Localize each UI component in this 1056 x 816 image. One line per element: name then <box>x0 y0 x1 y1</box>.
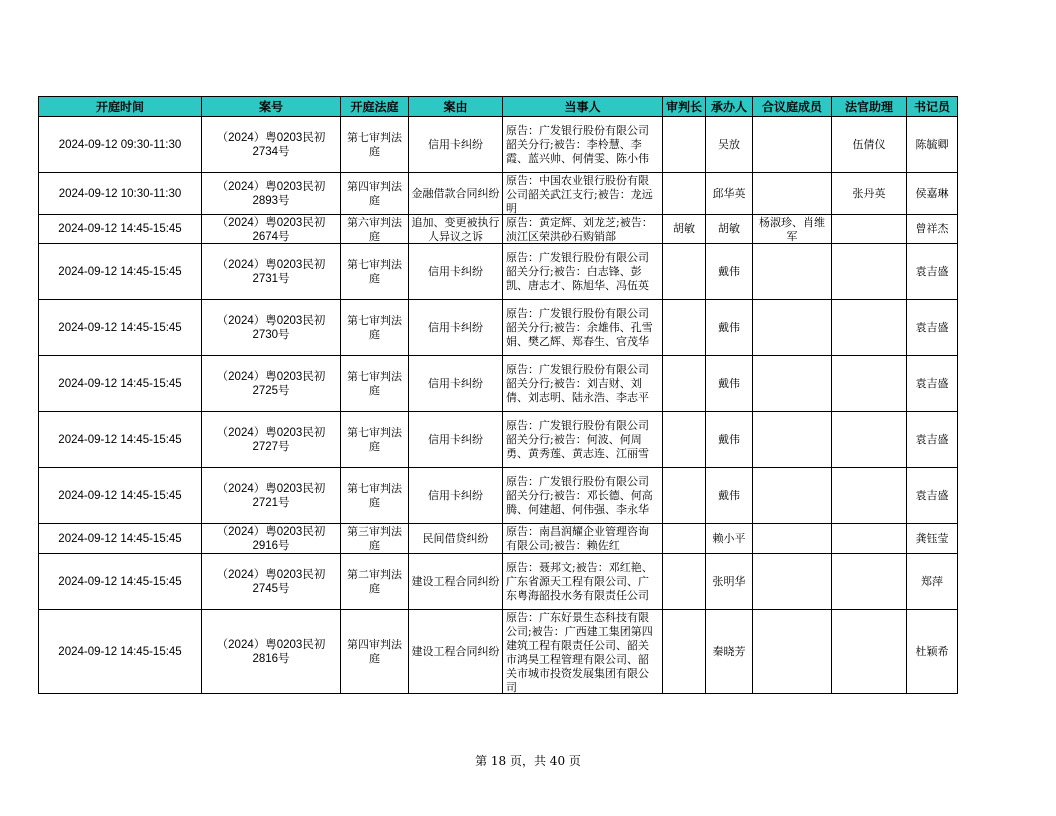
courtroom-cell: 第三审判法庭 <box>341 524 409 554</box>
parties-cell: 原告：黄定辉、刘龙芝;被告：浈江区荣洪砂石购销部 <box>503 215 663 244</box>
handler-cell: 胡敏 <box>706 215 753 244</box>
hearing-time-cell: 2024-09-12 10:30-11:30 <box>39 173 202 215</box>
clerk-cell: 郑萍 <box>907 554 958 610</box>
handler-cell: 吴放 <box>706 117 753 173</box>
panel-members-cell: 杨淑珍、肖维军 <box>753 215 832 244</box>
courtroom-cell: 第四审判法庭 <box>341 610 409 694</box>
clerk-cell: 袁吉盛 <box>907 300 958 356</box>
col-header-presiding-judge: 审判长 <box>663 97 706 117</box>
presiding-judge-cell <box>663 356 706 412</box>
page-footer: 第 18 页，共 40 页 <box>475 754 581 768</box>
table-row <box>39 117 958 173</box>
handler-cell: 赖小平 <box>706 524 753 554</box>
col-header-courtroom: 开庭法庭 <box>341 97 409 117</box>
cause-cell: 信用卡纠纷 <box>409 244 503 300</box>
panel-members-cell <box>753 117 832 173</box>
judge-assistant-cell <box>832 244 907 300</box>
table-row <box>39 554 958 610</box>
col-header-judge-assistant: 法官助理 <box>832 97 907 117</box>
hearing-time-cell: 2024-09-12 14:45-15:45 <box>39 524 202 554</box>
hearing-time-cell: 2024-09-12 14:45-15:45 <box>39 554 202 610</box>
cause-cell: 民间借贷纠纷 <box>409 524 503 554</box>
presiding-judge-cell <box>663 300 706 356</box>
handler-cell: 戴伟 <box>706 244 753 300</box>
clerk-cell: 杜颖希 <box>907 610 958 694</box>
handler-cell: 邱华英 <box>706 173 753 215</box>
courtroom-cell: 第七审判法庭 <box>341 244 409 300</box>
presiding-judge-cell <box>663 524 706 554</box>
hearing-time-cell: 2024-09-12 14:45-15:45 <box>39 468 202 524</box>
panel-members-cell <box>753 244 832 300</box>
cause-cell: 金融借款合同纠纷 <box>409 173 503 215</box>
judge-assistant-cell: 伍倩仪 <box>832 117 907 173</box>
cause-cell: 信用卡纠纷 <box>409 412 503 468</box>
judge-assistant-cell <box>832 554 907 610</box>
judge-assistant-cell <box>832 524 907 554</box>
case-number-cell: （2024）粤0203民初2916号 <box>202 524 341 554</box>
case-number-cell: （2024）粤0203民初2721号 <box>202 468 341 524</box>
handler-cell: 秦晓芳 <box>706 610 753 694</box>
col-header-case-number: 案号 <box>202 97 341 117</box>
panel-members-cell <box>753 554 832 610</box>
case-number-cell: （2024）粤0203民初2893号 <box>202 173 341 215</box>
panel-members-cell <box>753 300 832 356</box>
clerk-cell: 袁吉盛 <box>907 244 958 300</box>
parties-cell: 原告：广发银行股份有限公司韶关分行;被告：白志锋、彭凯、唐志才、陈旭华、冯伍英 <box>503 244 663 300</box>
table-row <box>39 244 958 300</box>
clerk-cell: 袁吉盛 <box>907 356 958 412</box>
presiding-judge-cell <box>663 610 706 694</box>
cause-cell: 建设工程合同纠纷 <box>409 610 503 694</box>
presiding-judge-cell <box>663 173 706 215</box>
hearing-schedule-table <box>38 96 958 694</box>
hearing-time-cell: 2024-09-12 14:45-15:45 <box>39 412 202 468</box>
handler-cell: 戴伟 <box>706 300 753 356</box>
table-row <box>39 610 958 694</box>
parties-cell: 原告：广发银行股份有限公司韶关分行;被告：余雄伟、孔雪娟、樊乙辉、郑春生、官茂华 <box>503 300 663 356</box>
table-row <box>39 524 958 554</box>
parties-cell: 原告：广东好景生态科技有限公司;被告：广西建工集团第四建筑工程有限责任公司、韶关市鸿昊工程管理有限公司、韶关市城市投资发展集团有限公司 <box>503 610 663 694</box>
clerk-cell: 陈毓卿 <box>907 117 958 173</box>
clerk-cell: 曾祥杰 <box>907 215 958 244</box>
table-row <box>39 468 958 524</box>
panel-members-cell <box>753 356 832 412</box>
parties-cell: 原告：广发银行股份有限公司韶关分行;被告：邓长德、何高腾、何建超、何伟强、李永华 <box>503 468 663 524</box>
hearing-time-cell: 2024-09-12 14:45-15:45 <box>39 215 202 244</box>
col-header-parties: 当事人 <box>503 97 663 117</box>
judge-assistant-cell <box>832 610 907 694</box>
cause-cell: 信用卡纠纷 <box>409 468 503 524</box>
handler-cell: 戴伟 <box>706 468 753 524</box>
parties-cell: 原告：广发银行股份有限公司韶关分行;被告：李柃慧、李霞、蓝兴帅、何倩雯、陈小伟 <box>503 117 663 173</box>
handler-cell: 戴伟 <box>706 412 753 468</box>
parties-cell: 原告：中国农业银行股份有限公司韶关武江支行;被告：龙远明 <box>503 173 663 215</box>
clerk-cell: 龚钰莹 <box>907 524 958 554</box>
judge-assistant-cell: 张丹英 <box>832 173 907 215</box>
col-header-clerk: 书记员 <box>907 97 958 117</box>
judge-assistant-cell <box>832 300 907 356</box>
hearing-time-cell: 2024-09-12 14:45-15:45 <box>39 356 202 412</box>
col-header-hearing-time: 开庭时间 <box>39 97 202 117</box>
panel-members-cell <box>753 412 832 468</box>
hearing-time-cell: 2024-09-12 14:45-15:45 <box>39 244 202 300</box>
presiding-judge-cell <box>663 117 706 173</box>
clerk-cell: 侯嘉琳 <box>907 173 958 215</box>
judge-assistant-cell <box>832 215 907 244</box>
case-number-cell: （2024）粤0203民初2745号 <box>202 554 341 610</box>
col-header-cause: 案由 <box>409 97 503 117</box>
panel-members-cell <box>753 610 832 694</box>
cause-cell: 追加、变更被执行人异议之诉 <box>409 215 503 244</box>
courtroom-cell: 第二审判法庭 <box>341 554 409 610</box>
presiding-judge-cell: 胡敏 <box>663 215 706 244</box>
courtroom-cell: 第七审判法庭 <box>341 117 409 173</box>
cause-cell: 信用卡纠纷 <box>409 356 503 412</box>
case-number-cell: （2024）粤0203民初2674号 <box>202 215 341 244</box>
parties-cell: 原告：广发银行股份有限公司韶关分行;被告：何波、何周勇、黄秀莲、黄志连、江丽雪 <box>503 412 663 468</box>
clerk-cell: 袁吉盛 <box>907 468 958 524</box>
panel-members-cell <box>753 524 832 554</box>
table-row <box>39 173 958 215</box>
hearing-time-cell: 2024-09-12 14:45-15:45 <box>39 610 202 694</box>
parties-cell: 原告：广发银行股份有限公司韶关分行;被告：刘吉财、刘倩、刘志明、陆永浩、李志平 <box>503 356 663 412</box>
panel-members-cell <box>753 468 832 524</box>
col-header-handler: 承办人 <box>706 97 753 117</box>
judge-assistant-cell <box>832 412 907 468</box>
case-number-cell: （2024）粤0203民初2731号 <box>202 244 341 300</box>
courtroom-cell: 第七审判法庭 <box>341 412 409 468</box>
case-number-cell: （2024）粤0203民初2816号 <box>202 610 341 694</box>
panel-members-cell <box>753 173 832 215</box>
courtroom-cell: 第七审判法庭 <box>341 300 409 356</box>
table-row <box>39 300 958 356</box>
handler-cell: 戴伟 <box>706 356 753 412</box>
table-header-row <box>39 97 958 117</box>
case-number-cell: （2024）粤0203民初2725号 <box>202 356 341 412</box>
judge-assistant-cell <box>832 468 907 524</box>
presiding-judge-cell <box>663 554 706 610</box>
handler-cell: 张明华 <box>706 554 753 610</box>
cause-cell: 信用卡纠纷 <box>409 117 503 173</box>
hearing-time-cell: 2024-09-12 09:30-11:30 <box>39 117 202 173</box>
parties-cell: 原告：聂邦文;被告：邓红艳、广东省源天工程有限公司、广东粤海韶投水务有限责任公司 <box>503 554 663 610</box>
case-number-cell: （2024）粤0203民初2730号 <box>202 300 341 356</box>
presiding-judge-cell <box>663 412 706 468</box>
table-row <box>39 412 958 468</box>
case-number-cell: （2024）粤0203民初2727号 <box>202 412 341 468</box>
courtroom-cell: 第四审判法庭 <box>341 173 409 215</box>
cause-cell: 信用卡纠纷 <box>409 300 503 356</box>
presiding-judge-cell <box>663 468 706 524</box>
cause-cell: 建设工程合同纠纷 <box>409 554 503 610</box>
parties-cell: 原告：南昌润耀企业管理咨询有限公司;被告：赖佐红 <box>503 524 663 554</box>
courtroom-cell: 第七审判法庭 <box>341 468 409 524</box>
courtroom-cell: 第六审判法庭 <box>341 215 409 244</box>
table-row <box>39 356 958 412</box>
col-header-panel-members: 合议庭成员 <box>753 97 832 117</box>
table-row <box>39 215 958 244</box>
judge-assistant-cell <box>832 356 907 412</box>
presiding-judge-cell <box>663 244 706 300</box>
courtroom-cell: 第七审判法庭 <box>341 356 409 412</box>
clerk-cell: 袁吉盛 <box>907 412 958 468</box>
hearing-time-cell: 2024-09-12 14:45-15:45 <box>39 300 202 356</box>
case-number-cell: （2024）粤0203民初2734号 <box>202 117 341 173</box>
